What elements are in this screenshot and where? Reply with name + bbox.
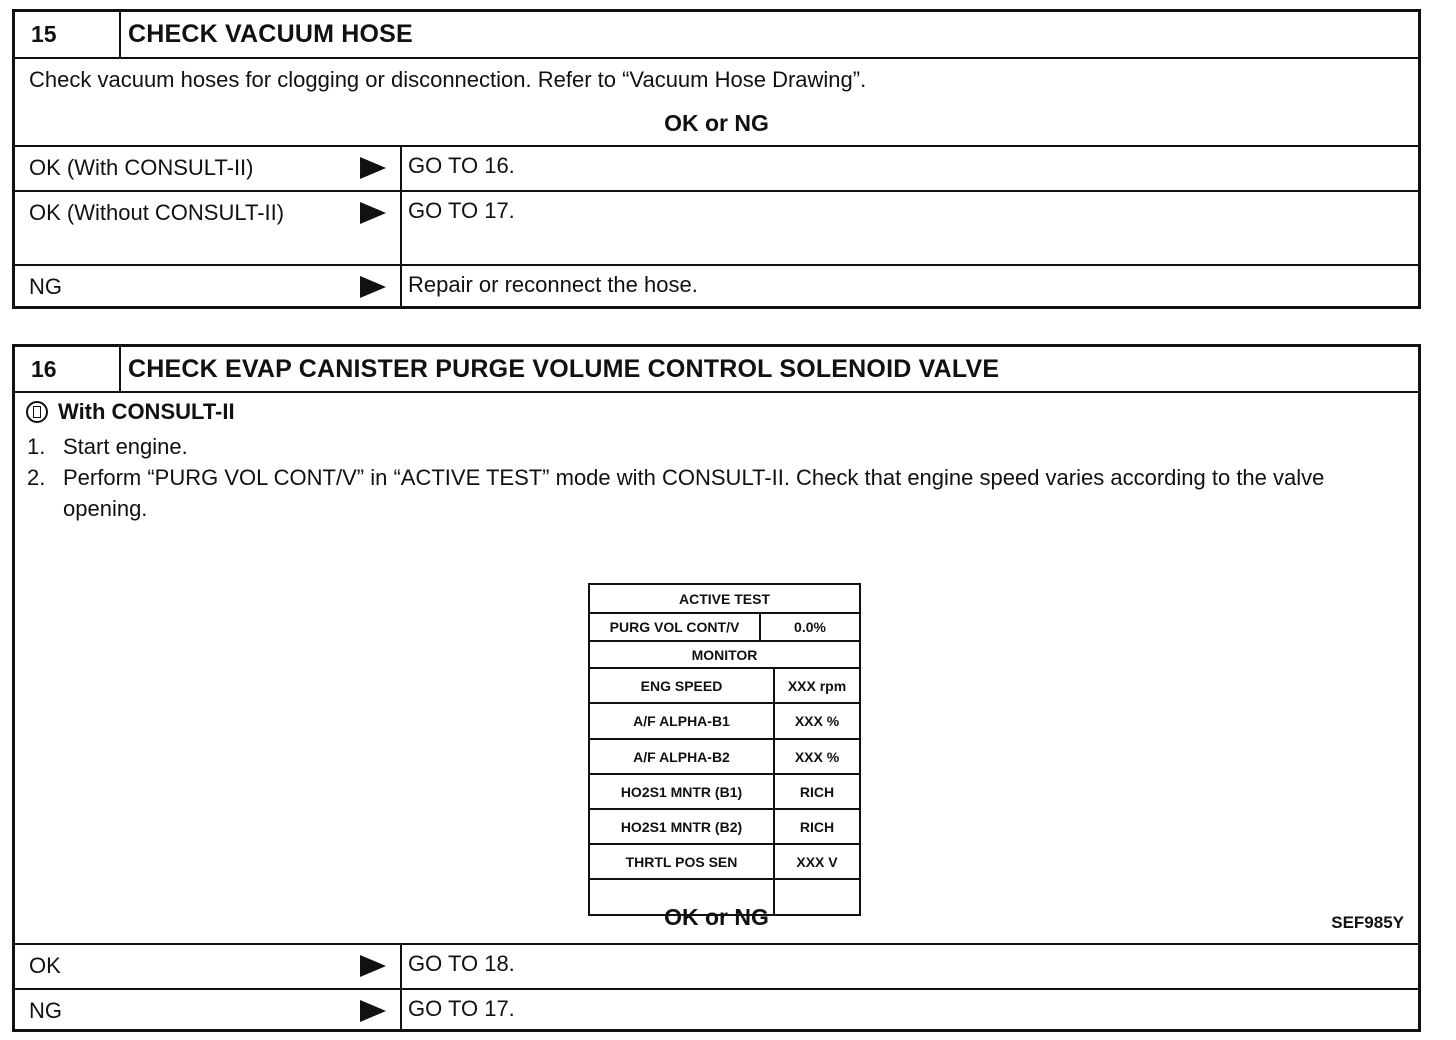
arrow-right-icon	[336, 147, 402, 190]
list-number: 2.	[27, 465, 46, 490]
step-16-box	[12, 344, 1421, 1032]
result-action: GO TO 16.	[408, 153, 515, 178]
step-number: 16	[15, 347, 121, 391]
arrow-right-icon	[336, 266, 402, 308]
list-item	[27, 462, 1397, 524]
step-number: 15	[15, 12, 121, 57]
screen-value: RICH	[773, 810, 859, 843]
screen-row	[590, 810, 859, 845]
screen-value: XXX %	[773, 704, 859, 738]
arrow-right-icon	[336, 945, 402, 988]
ok-or-ng-heading: OK or NG	[664, 110, 769, 136]
arrow-right-icon	[336, 990, 402, 1032]
screen-header-row	[590, 585, 859, 614]
consult-tool-icon	[26, 401, 48, 423]
step-title: CHECK EVAP CANISTER PURGE VOLUME CONTROL SOLENOID VALVE	[128, 354, 1000, 383]
result-condition: NG	[29, 274, 62, 299]
list-text: Start engine.	[63, 434, 188, 459]
list-text: Perform “PURG VOL CONT/V” in “ACTIVE TEST” mode with CONSULT-II. Check that engine speed varies according to the valve opening.	[63, 465, 1325, 521]
screen-value: 0.0%	[759, 614, 859, 640]
step-15-box	[12, 9, 1421, 309]
consult-screen-figure	[588, 583, 861, 916]
ok-or-ng-heading: OK or NG	[664, 904, 769, 930]
step-16-header	[15, 347, 1418, 393]
screen-header: ACTIVE TEST	[678, 590, 770, 607]
screen-monitor-row	[590, 642, 859, 669]
consult-label: With CONSULT-II	[58, 399, 235, 424]
screen-row	[590, 669, 859, 704]
result-action: GO TO 17.	[408, 198, 515, 223]
result-action: Repair or reconnect the hose.	[408, 272, 698, 297]
screen-value: XXX %	[773, 740, 859, 773]
screen-item: PURG VOL CONT/V	[609, 619, 740, 635]
result-action: GO TO 17.	[408, 996, 515, 1021]
consult-heading	[26, 399, 235, 425]
result-row	[15, 145, 1418, 190]
step-15-header	[15, 12, 1418, 59]
screen-item: HO2S1 MNTR (B1)	[620, 783, 743, 800]
screen-row	[590, 775, 859, 810]
result-action: GO TO 18.	[408, 951, 515, 976]
screen-monitor-label: MONITOR	[691, 646, 758, 663]
screen-value: XXX rpm	[773, 669, 859, 702]
list-item	[27, 431, 1397, 462]
screen-item: ENG SPEED	[640, 677, 723, 694]
screen-item: HO2S1 MNTR (B2)	[620, 818, 743, 835]
screen-row	[590, 740, 859, 775]
screen-test-row	[590, 614, 859, 642]
screen-value: RICH	[773, 775, 859, 808]
result-condition: OK	[29, 953, 61, 978]
screen-item: A/F ALPHA-B2	[633, 748, 730, 765]
screen-value: XXX V	[773, 845, 859, 878]
result-row	[15, 264, 1418, 308]
result-condition: OK (Without CONSULT-II)	[29, 200, 285, 225]
figure-reference: SEF985Y	[1331, 913, 1404, 932]
step-title: CHECK VACUUM HOSE	[128, 20, 413, 48]
screen-row	[590, 845, 859, 880]
screen-item: A/F ALPHA-B1	[633, 713, 730, 729]
screen-value	[773, 880, 859, 914]
result-row	[15, 190, 1418, 264]
result-row	[15, 943, 1418, 988]
result-condition: NG	[29, 998, 62, 1023]
list-number: 1.	[27, 434, 46, 459]
step-description: Check vacuum hoses for clogging or disconnection. Refer to “Vacuum Hose Drawing”.	[29, 67, 867, 92]
result-condition: OK (With CONSULT-II)	[29, 155, 254, 180]
procedure-list	[27, 431, 1397, 524]
screen-item: THRTL POS SEN	[625, 853, 738, 870]
arrow-right-icon	[336, 192, 402, 264]
result-row	[15, 988, 1418, 1032]
screen-row	[590, 704, 859, 740]
screen-row	[590, 880, 859, 914]
